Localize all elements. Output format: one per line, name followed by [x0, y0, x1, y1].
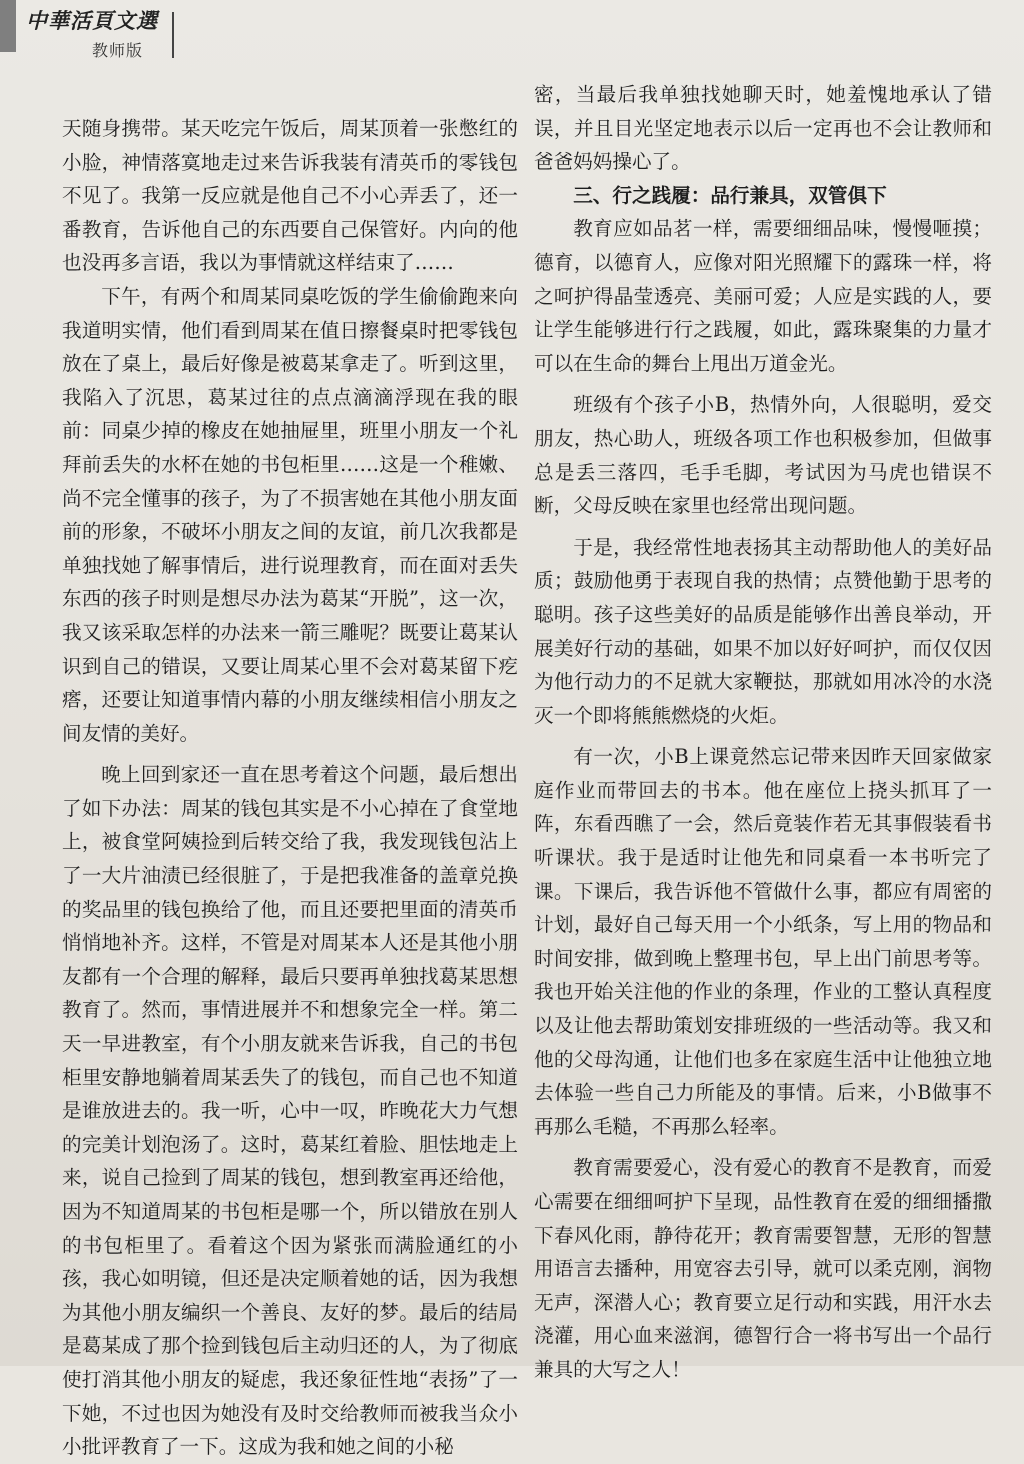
journal-title: 中華活頁文選: [26, 8, 158, 33]
journal-edition: 教师版: [92, 41, 144, 60]
paragraph: 教育应如品茗一样，需要细细品味，慢慢咂摸；德育，以德育人，应像对阳光照耀下的露珠一样，将之呵护得晶莹透亮、美丽可爱；人应是实践的人，要让学生能够进行行之践履，如此，露珠聚集的力量才可以在生命的舞台上甩出万道金光。: [534, 217, 992, 375]
paragraph: 天随身携带。某天吃完午饭后，周某顶着一张憋红的小脸，神情落寞地走过来告诉我装有清英币的零钱包不见了。我第一反应就是他自己不小心弄丢了，还一番教育，告诉他自己的东西要自己保管好。内向的他也没再多言语，我以为事情就这样结束了……: [62, 117, 518, 275]
paragraph: 班级有个孩子小B，热情外向，人很聪明，爱交朋友，热心助人，班级各项工作也积极参加，但做事总是丢三落四，毛手毛脚，考试因为马虎也错误不断，父母反映在家里也经常出现问题。: [534, 393, 992, 518]
paragraph: 下午，有两个和周某同桌吃饭的学生偷偷跑来向我道明实情，他们看到周某在值日擦餐桌时把零钱包放在了桌上，最后好像是被葛某拿走了。听到这里，我陷入了沉思，葛某过往的点点滴滴浮现在我的眼前：同桌少掉的橡皮在她抽屉里，班里小朋友一个礼拜前丢失的水杯在她的书包柜里……这是一个稚嫩、尚不完全懂事的孩子，为了不损害她在其他小朋友面前的形象，不破坏小朋友之间的友谊，前几次我都是单独找她了解事情后，进行说理教育，而在面对丢失东西的孩子时则是想尽办法为葛某“开脱”，这一次，我又该采取怎样的办法来一箭三雕呢？既要让葛某认识到自己的错误，又要让周某心里不会对葛某留下疙瘩，还要让知道事情内幕的小朋友继续相信小朋友之间友情的美好。: [62, 284, 518, 745]
paragraph: 于是，我经常性地表扬其主动帮助他人的美好品质；鼓励他勇于表现自我的热情；点赞他勤于思考的聪明。孩子这些美好的品质是能够作出善良举动，开展美好行动的基础，如果不加以好好呵护，而仅仅因为他行动力的不足就大家鞭挞，那就如用冰冷的水浇灭一个即将熊熊燃烧的火炬。: [534, 535, 992, 727]
right-column: [534, 78, 992, 1387]
section-heading: 三、行之践履：品行兼具，双管俱下: [573, 183, 887, 207]
paragraph: 密，当最后我单独找她聊天时，她羞愧地承认了错误，并且目光坚定地表示以后一定再也不会让教师和爸爸妈妈操心了。: [534, 83, 992, 174]
paragraph: 教育需要爱心，没有爱心的教育不是教育，而爱心需要在细细呵护下呈现，品性教育在爱的细细播撒下春风化雨，静待花开；教育需要智慧，无形的智慧用语言去播种，用宽容去引导，就可以柔克刚，润物无声，深潜人心；教育要立足行动和实践，用汗水去浇灌，用心血来滋润，德智行合一将书写出一个品行兼具的大写之人！: [534, 1156, 992, 1381]
masthead: [26, 8, 186, 64]
paragraph: 有一次，小B上课竟然忘记带来因昨天回家做家庭作业而带回去的书本。他在座位上挠头抓耳了一阵，东看西瞧了一会，然后竟装作若无其事假装看书听课状。我于是适时让他先和同桌看一本书听完了课。下课后，我告诉他不管做什么事，都应有周密的计划，最好自己每天用一个小纸条，写上用的物品和时间安排，做到晚上整理书包，早上出门前思考等。我也开始关注他的作业的条理，作业的工整认真程度以及让他去帮助策划安排班级的一些活动等。我又和他的父母沟通，让他们也多在家庭生活中让他独立地去体验一些自己力所能及的事情。后来，小B做事不再那么毛糙，不再那么轻率。: [534, 745, 992, 1138]
left-column: [62, 112, 518, 1464]
corner-tab: [0, 0, 16, 52]
masthead-divider: [172, 12, 174, 58]
paragraph: 晚上回到家还一直在思考着这个问题，最后想出了如下办法：周某的钱包其实是不小心掉在了食堂地上，被食堂阿姨捡到后转交给了我，我发现钱包沾上了一大片油渍已经很脏了，于是把我准备的盖章兑换的奖品里的钱包换给了他，而且还要把里面的清英币悄悄地补齐。这样，不管是对周某本人还是其他小朋友都有一个合理的解释，最后只要再单独找葛某思想教育了。然而，事情进展并不和想象完全一样。第二天一早进教室，有个小朋友就来告诉我，自己的书包柜里安静地躺着周某丢失了的钱包，而自己也不知道是谁放进去的。我一听，心中一叹，昨晚花大力气想的完美计划泡汤了。这时，葛某红着脸、胆怯地走上来，说自己捡到了周某的钱包，想到教室再还给他，因为不知道周某的书包柜是哪一个，所以错放在别人的书包柜里了。看着这个因为紧张而满脸通红的小孩，我心如明镜，但还是决定顺着她的话，因为我想为其他小朋友编织一个善良、友好的梦。最后的结局是葛某成了那个捡到钱包后主动归还的人，为了彻底使打消其他小朋友的疑虑，我还象征性地“表扬”了一下她，不过也因为她没有及时交给教师而被我当众小小批评教育了一下。这成为我和她之间的小秘: [62, 763, 518, 1459]
